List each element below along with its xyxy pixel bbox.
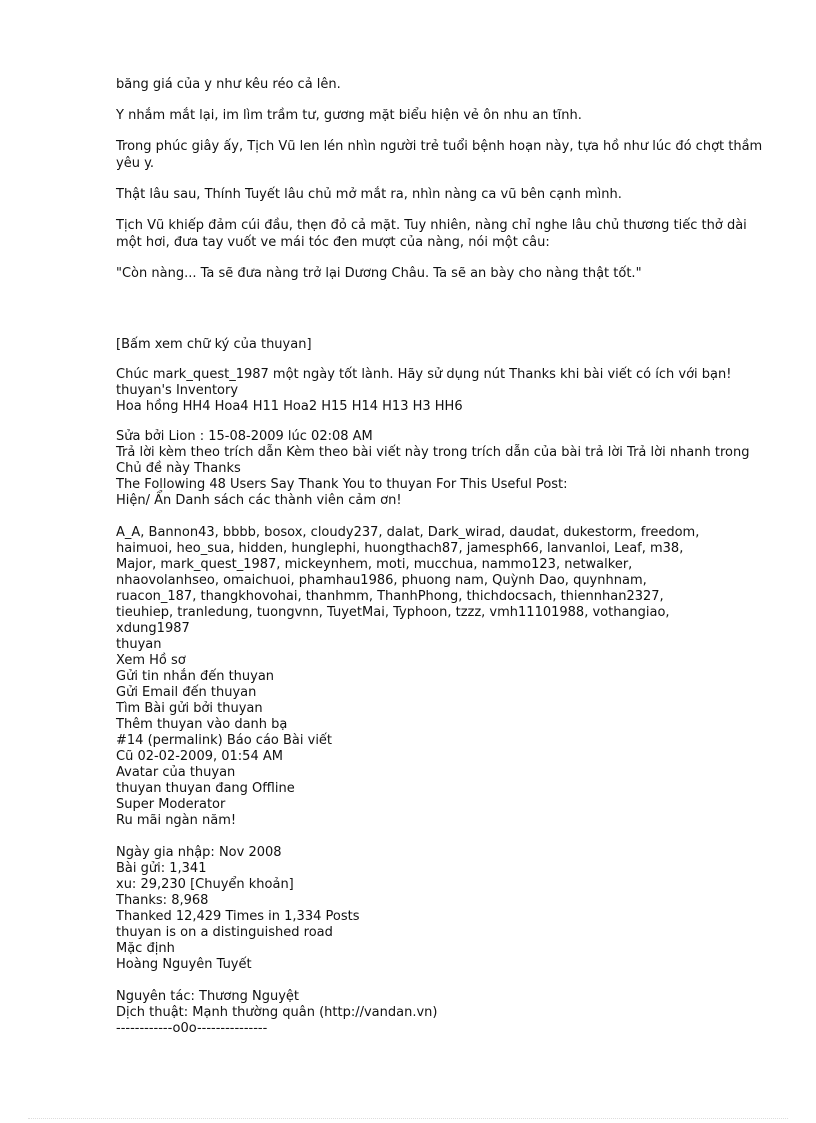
post-title: Hoàng Nguyên Tuyết — [116, 957, 252, 972]
document-page — [116, 76, 766, 1037]
spacer — [116, 509, 766, 525]
story-paragraph-2: Y nhắm mắt lại, im lìm trầm tư, gương mặt biểu hiện vẻ ôn nhu an tĩnh. — [116, 108, 582, 123]
original-author: Nguyên tác: Thương Nguyệt — [116, 989, 300, 1004]
user-menu-username[interactable]: thuyan — [116, 637, 162, 652]
view-profile-link[interactable]: Xem Hồ sơ — [116, 653, 186, 668]
thanks-users-line[interactable]: nhaovolanhseo, omaichuoi, phamhau1986, phuong nam, Quỳnh Dao, quynhnam, — [116, 573, 647, 588]
story-paragraph-4: Thật lâu sau, Thính Tuyết lâu chủ mở mắt ra, nhìn nàng ca vũ bên cạnh mình. — [116, 187, 622, 202]
credits — [116, 989, 766, 1037]
thanks-users-line[interactable]: xdung1987 — [116, 621, 190, 636]
thanks-users-line[interactable]: tieuhiep, tranledung, tuongvnn, TuyetMai, Typhoon, tzzz, vmh11101988, vothangiao, — [116, 605, 670, 620]
post-date: Cũ 02-02-2009, 01:54 AM — [116, 749, 283, 764]
thanks-toggle[interactable]: Hiện/ Ẩn Danh sách các thành viên cảm ơn! — [116, 493, 402, 508]
signature-toggle[interactable]: [Bấm xem chữ ký của thuyan] — [116, 337, 312, 352]
translator: Dịch thuật: Mạnh thường quân (http://vandan.vn) — [116, 1005, 438, 1020]
thanks-count: Thanks: 8,968 — [116, 893, 209, 908]
thanks-users-line[interactable]: haimuoi, heo_sua, hidden, hunglephi, huongthach87, jamesph66, lanvanloi, Leaf, m38, — [116, 541, 684, 556]
find-posts-link[interactable]: Tìm Bài gửi bởi thuyan — [116, 701, 263, 716]
story-paragraph-1: băng giá của y như kêu réo cả lên. — [116, 77, 341, 92]
section-gap — [116, 296, 766, 336]
edited-note: Sửa bởi Lion : 15-08-2009 lúc 02:08 AM — [116, 429, 373, 444]
join-date: Ngày gia nhập: Nov 2008 — [116, 845, 282, 860]
post-count: Bài gửi: 1,341 — [116, 861, 207, 876]
user-title: Ru mãi ngàn năm! — [116, 813, 237, 828]
xu-balance: xu: 29,230 [Chuyển khoản] — [116, 877, 294, 892]
send-message-link[interactable]: Gửi tin nhắn đến thuyan — [116, 669, 275, 684]
permalink[interactable]: #14 (permalink) Báo cáo Bài viết — [116, 733, 333, 748]
story-paragraph-6: "Còn nàng... Ta sẽ đưa nàng trở lại Dương Châu. Ta sẽ an bày cho nàng thật tốt." — [116, 266, 642, 281]
add-contact-link[interactable]: Thêm thuyan vào danh bạ — [116, 717, 288, 732]
send-email-link[interactable]: Gửi Email đến thuyan — [116, 685, 257, 700]
inventory-title: thuyan's Inventory — [116, 383, 239, 398]
spacer — [116, 415, 766, 429]
signature-greeting: Chúc mark_quest_1987 một ngày tốt lành. Hãy sử dụng nút Thanks khi bài viết có ích với bạn! — [116, 367, 732, 382]
post-footer — [116, 429, 766, 509]
signature-block — [116, 367, 766, 415]
thanks-users-line[interactable]: A_A, Bannon43, bbbb, bosox, cloudy237, dalat, Dark_wirad, daudat, dukestorm, freedom, — [116, 525, 700, 540]
thanks-users-line[interactable]: ruacon_187, thangkhovohai, thanhmm, ThanhPhong, thichdocsach, thiennhan2327, — [116, 589, 664, 604]
spacer — [116, 973, 766, 989]
online-status: thuyan thuyan đang Offline — [116, 781, 295, 796]
avatar: Avatar của thuyan — [116, 765, 236, 780]
divider-text: ------------o0o--------------- — [116, 1021, 268, 1036]
thanked-count: Thanked 12,429 Times in 1,334 Posts — [116, 909, 360, 924]
post-actions[interactable]: Trả lời kèm theo trích dẫn Kèm theo bài viết này trong trích dẫn của bài trả lời Trả lời nhanh trong Chủ đề này Thanks — [116, 445, 750, 476]
user-stats — [116, 845, 766, 973]
thanks-user-list — [116, 525, 766, 829]
page-bottom-divider — [28, 1118, 788, 1119]
story-paragraph-5: Tịch Vũ khiếp đảm cúi đầu, thẹn đỏ cả mặt. Tuy nhiên, nàng chỉ nghe lâu chủ thương tiếc thở dài một hơi, đưa tay vuốt ve mái tóc đen mượt của nàng, nói một câu: — [116, 218, 747, 250]
reputation: thuyan is on a distinguished road — [116, 925, 333, 940]
spacer — [116, 829, 766, 845]
user-rank: Super Moderator — [116, 797, 226, 812]
thanks-header: The Following 48 Users Say Thank You to thuyan For This Useful Post: — [116, 477, 568, 492]
post-icon: Mặc định — [116, 941, 175, 956]
story-paragraph-3: Trong phúc giây ấy, Tịch Vũ len lén nhìn người trẻ tuổi bệnh hoạn này, tựa hồ như lúc đó chợt thầm yêu y. — [116, 139, 763, 171]
thanks-users-line[interactable]: Major, mark_quest_1987, mickeynhem, moti, mucchua, nammo123, netwalker, — [116, 557, 633, 572]
inventory-items: Hoa hồng HH4 Hoa4 H11 Hoa2 H15 H14 H13 H3 HH6 — [116, 399, 463, 414]
